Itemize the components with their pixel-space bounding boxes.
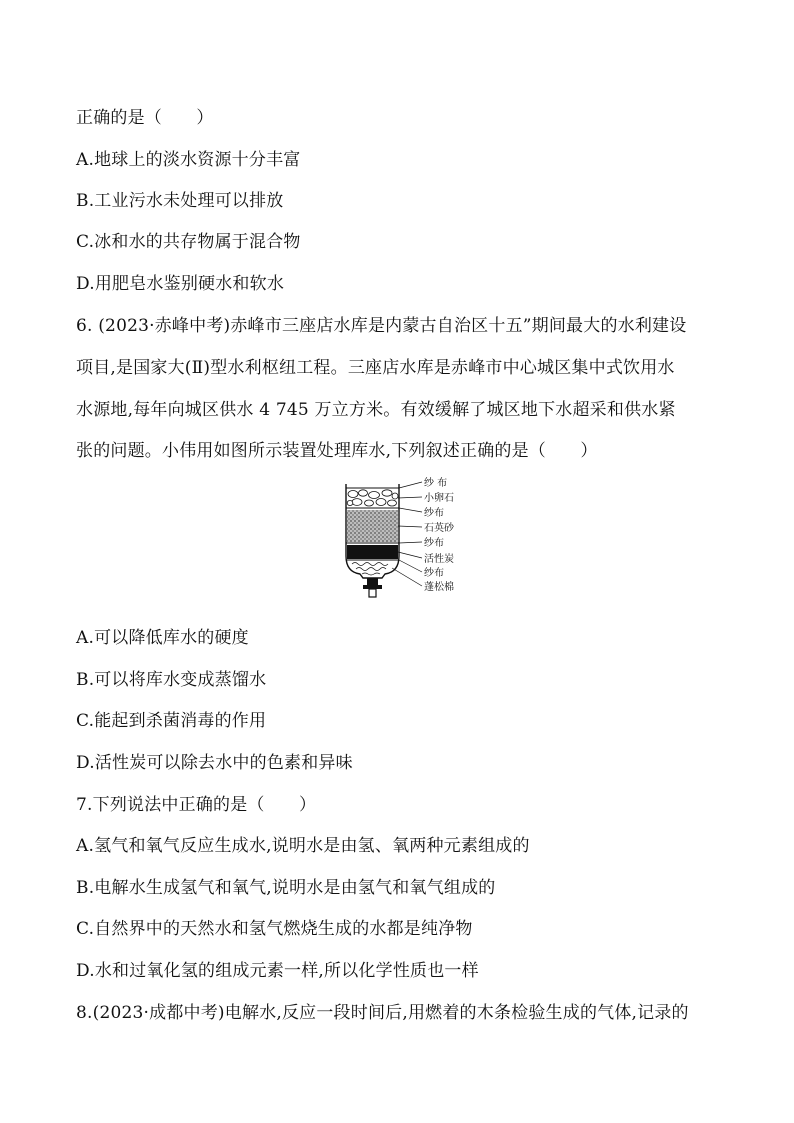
label-activated-carbon: 活性炭 <box>424 554 454 565</box>
q5-option-c: C.冰和水的共存物属于混合物 <box>76 232 301 252</box>
label-cotton: 蓬松棉 <box>424 582 454 593</box>
q7-option-b: B.电解水生成氢气和氧气,说明水是由氢气和氧气组成的 <box>76 878 496 898</box>
label-gauze-3: 纱布 <box>424 538 444 549</box>
water-filter-figure <box>330 476 470 604</box>
q6-option-d: D.活性炭可以除去水中的色素和异味 <box>76 753 353 773</box>
q5-option-d: D.用肥皂水鉴别硬水和软水 <box>76 274 285 294</box>
label-gauze-4: 纱布 <box>424 568 444 579</box>
label-gauze-2: 纱布 <box>424 508 444 519</box>
label-gauze-top: 纱 布 <box>424 478 448 489</box>
q7-option-d: D.水和过氧化氢的组成元素一样,所以化学性质也一样 <box>76 961 479 981</box>
q6-option-b: B.可以将库水变成蒸馏水 <box>76 670 267 690</box>
q6-stem-line-4: 张的问题。小伟用如图所示装置处理库水,下列叙述正确的是（ ） <box>76 441 598 461</box>
q6-stem-line-2: 项目,是国家大(Ⅱ)型水利枢纽工程。三座店水库是赤峰市中心城区集中式饮用水 <box>76 358 675 378</box>
q7-stem: 7.下列说法中正确的是（ ） <box>76 795 317 815</box>
q6-option-c: C.能起到杀菌消毒的作用 <box>76 711 267 731</box>
label-quartz-sand: 石英砂 <box>424 523 454 534</box>
q5-stem-tail: 正确的是（ ） <box>76 108 214 128</box>
q6-stem-line-1: 6. (2023·赤峰中考)赤峰市三座店水库是内蒙古自治区十五”期间最大的水利建设 <box>76 316 687 336</box>
q6-option-a: A.可以降低库水的硬度 <box>76 628 249 648</box>
water-filter-diagram <box>330 476 470 604</box>
q5-option-a: A.地球上的淡水资源十分丰富 <box>76 150 301 170</box>
q5-option-b: B.工业污水未处理可以排放 <box>76 191 284 211</box>
q6-stem-line-3: 水源地,每年向城区供水 4 745 万立方米。有效缓解了城区地下水超采和供水紧 <box>76 400 676 420</box>
q7-option-a: A.氢气和氧气反应生成水,说明水是由氢、氧两种元素组成的 <box>76 836 530 856</box>
q8-stem: 8.(2023·成都中考)电解水,反应一段时间后,用燃着的木条检验生成的气体,记录的 <box>76 1003 689 1023</box>
label-pebbles: 小卵石 <box>424 493 454 504</box>
q7-option-c: C.自然界中的天然水和氢气燃烧生成的水都是纯净物 <box>76 919 473 939</box>
